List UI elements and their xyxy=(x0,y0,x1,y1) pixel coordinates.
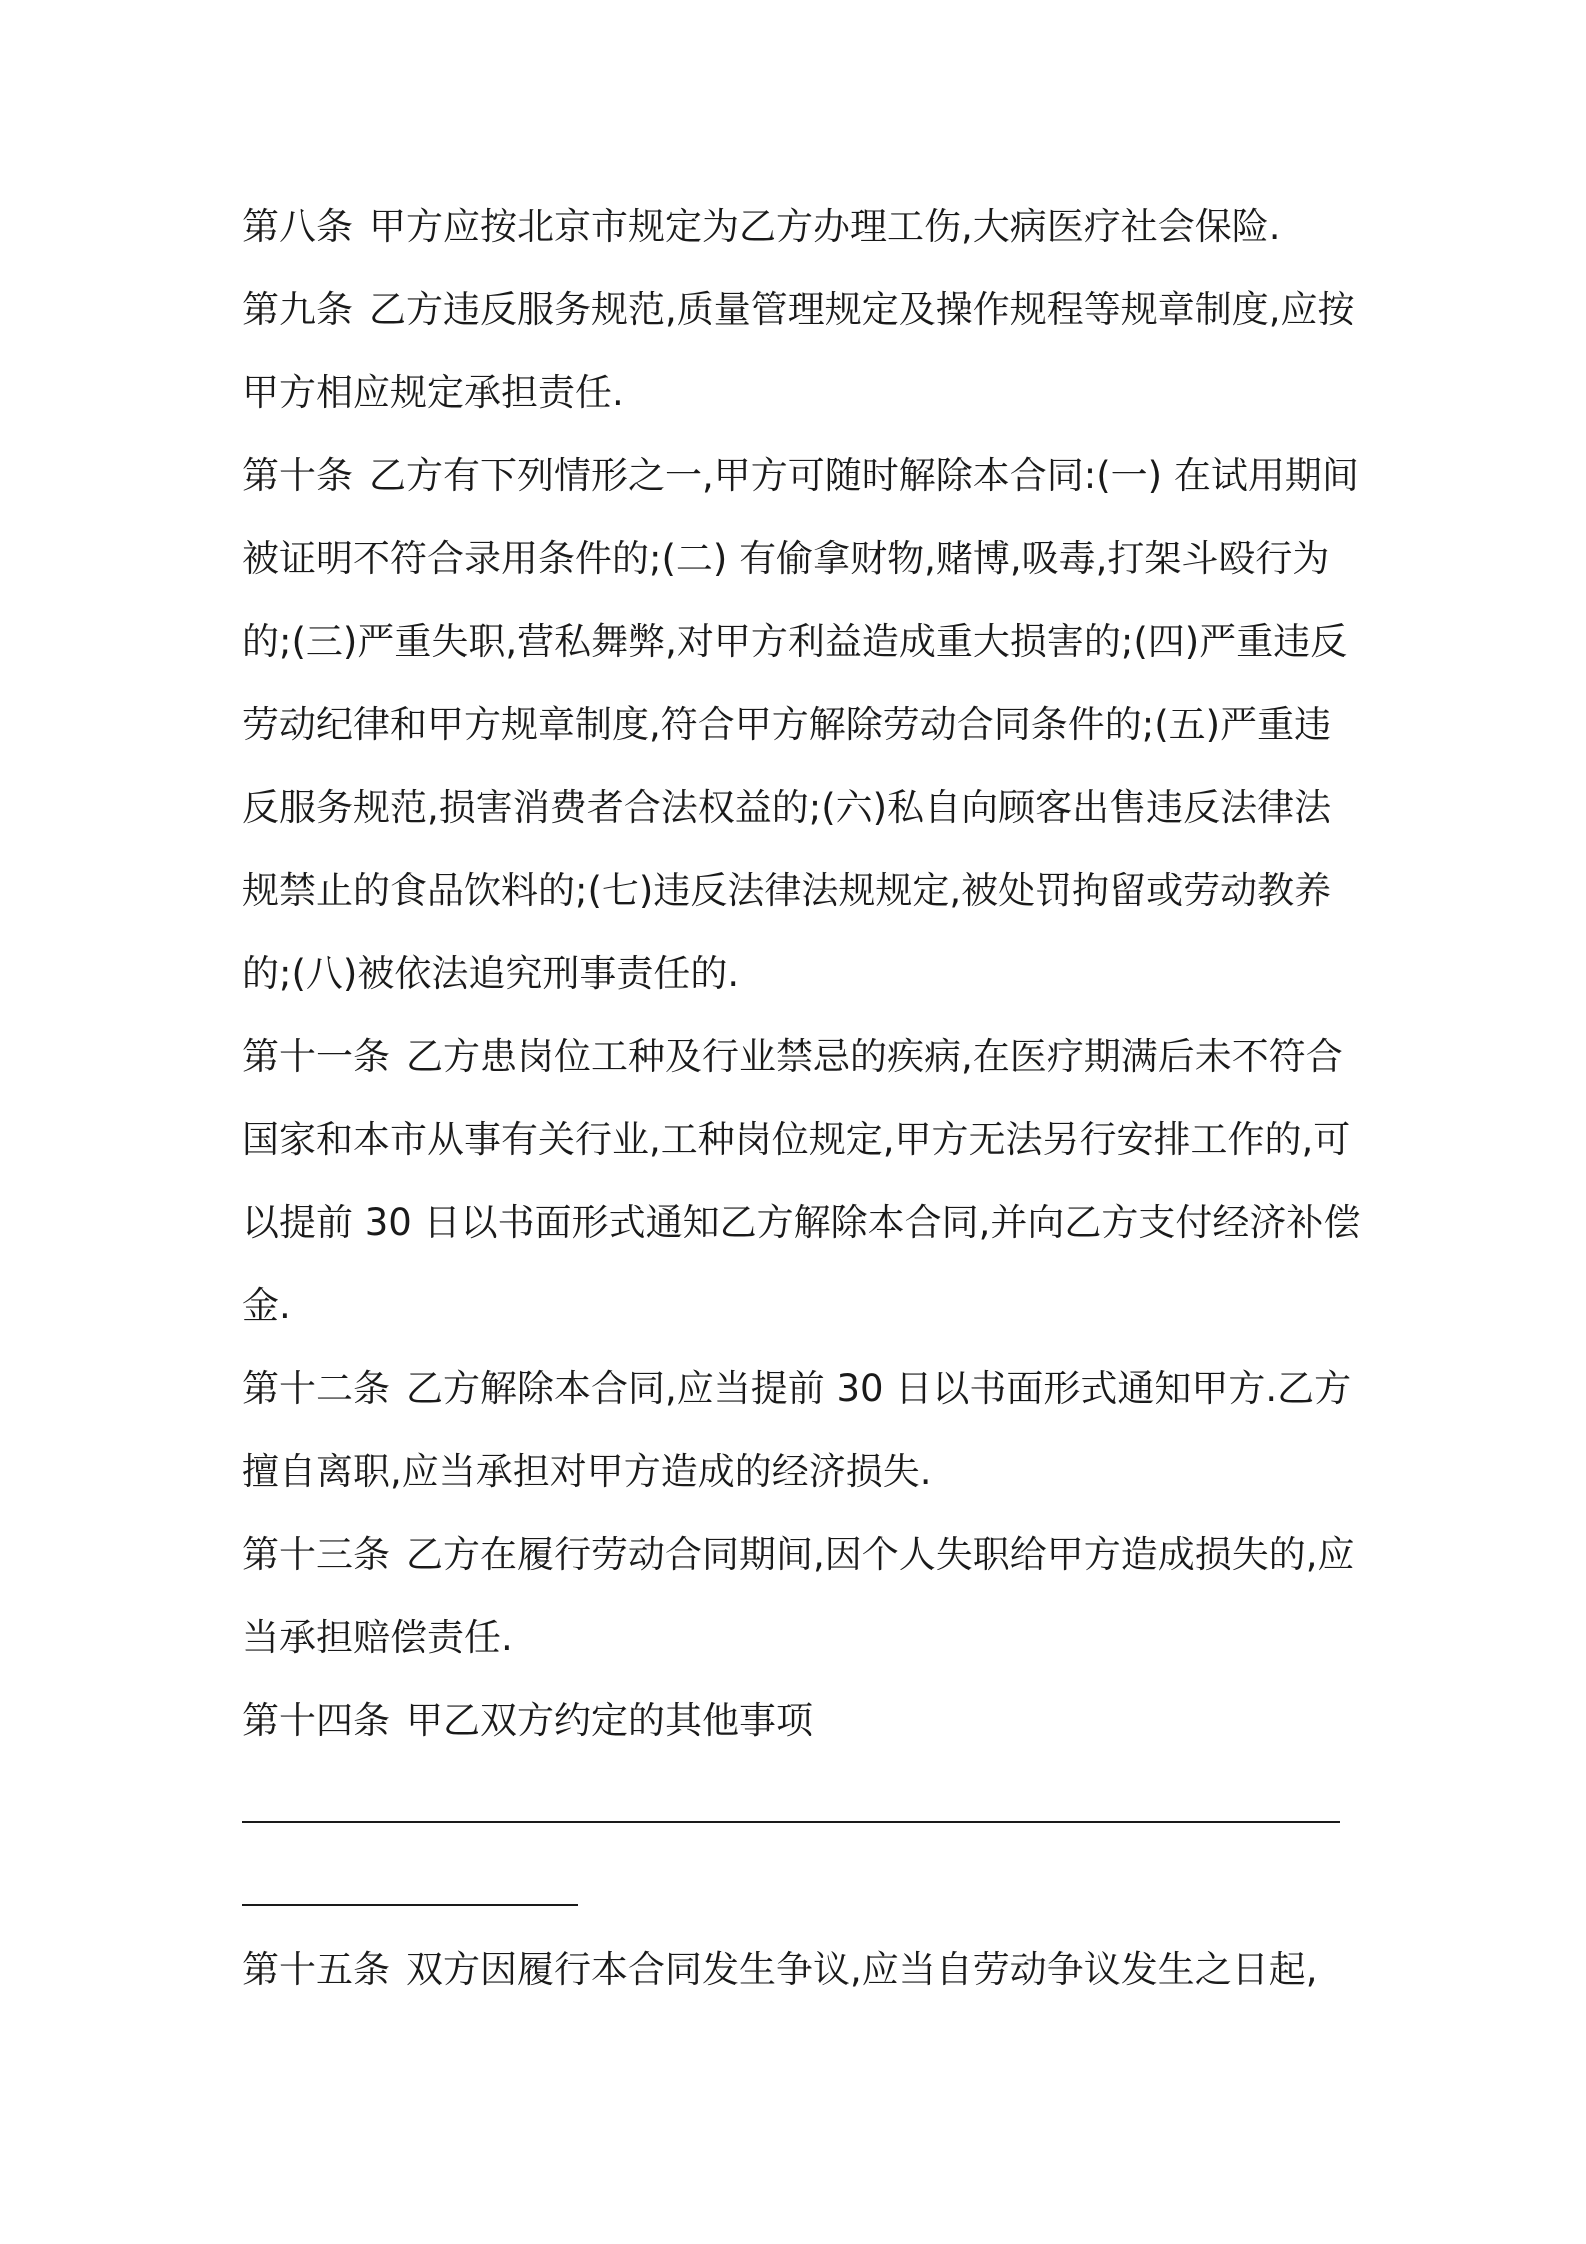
clause-8 xyxy=(242,185,1362,268)
clause-15 xyxy=(242,1928,1362,2011)
clause-number: 第十三条 xyxy=(242,1533,390,1576)
clause-13 xyxy=(242,1513,1362,1679)
clause-text: 乙方解除本合同,应当提前 30 日以书面形式通知甲方.乙方擅自离职,应当承担对甲方造成的经济损失. xyxy=(242,1367,1352,1493)
clause-text: 乙方在履行劳动合同期间,因个人失职给甲方造成损失的,应当承担赔偿责任. xyxy=(242,1533,1355,1659)
clause-number: 第九条 xyxy=(242,288,353,331)
clause-number: 第十五条 xyxy=(242,1948,390,1991)
clause-text: 甲方应按北京市规定为乙方办理工伤,大病医疗社会保险. xyxy=(369,205,1281,248)
clause-11 xyxy=(242,1015,1362,1347)
clause-number: 第十二条 xyxy=(242,1367,390,1410)
clause-text: 甲乙双方约定的其他事项 xyxy=(406,1699,813,1742)
clause-number: 第十四条 xyxy=(242,1699,390,1742)
underline-rule xyxy=(242,1904,578,1906)
contract-body xyxy=(242,185,1362,2011)
clause-number: 第十条 xyxy=(242,454,353,497)
fill-in-blank-line xyxy=(242,1762,1362,1845)
clause-number: 第八条 xyxy=(242,205,353,248)
clause-12 xyxy=(242,1347,1362,1513)
clause-text: 乙方患岗位工种及行业禁忌的疾病,在医疗期满后未不符合国家和本市从事有关行业,工种岗位规定,甲方无法另行安排工作的,可以提前 30 日以书面形式通知乙方解除本合同,并向乙方支付经济补偿金. xyxy=(242,1035,1361,1327)
clause-9 xyxy=(242,268,1362,434)
clause-number: 第十一条 xyxy=(242,1035,390,1078)
clause-14 xyxy=(242,1679,1362,1762)
clause-text: 双方因履行本合同发生争议,应当自劳动争议发生之日起, xyxy=(406,1948,1318,1991)
fill-in-blank-line-short xyxy=(242,1845,1362,1928)
clause-text: 乙方有下列情形之一,甲方可随时解除本合同:(一) 在试用期间被证明不符合录用条件的;(二) 有偷拿财物,赌博,吸毒,打架斗殴行为的;(三)严重失职,营私舞弊,对甲方利益造成重大损害的;(四)严重违反劳动纪律和甲方规章制度,符合甲方解除劳动合同条件的;(五)严重违反服务规范,损害消费者合法权益的;(六)私自向顾客出售违反法律法规禁止的食品饮料的;(七)违反法律法规规定,被处罚拘留或劳动教养的;(八)被依法追究刑事责任的. xyxy=(242,454,1359,995)
underline-rule xyxy=(242,1821,1340,1823)
clause-10 xyxy=(242,434,1362,1015)
clause-text: 乙方违反服务规范,质量管理规定及操作规程等规章制度,应按甲方相应规定承担责任. xyxy=(242,288,1355,414)
